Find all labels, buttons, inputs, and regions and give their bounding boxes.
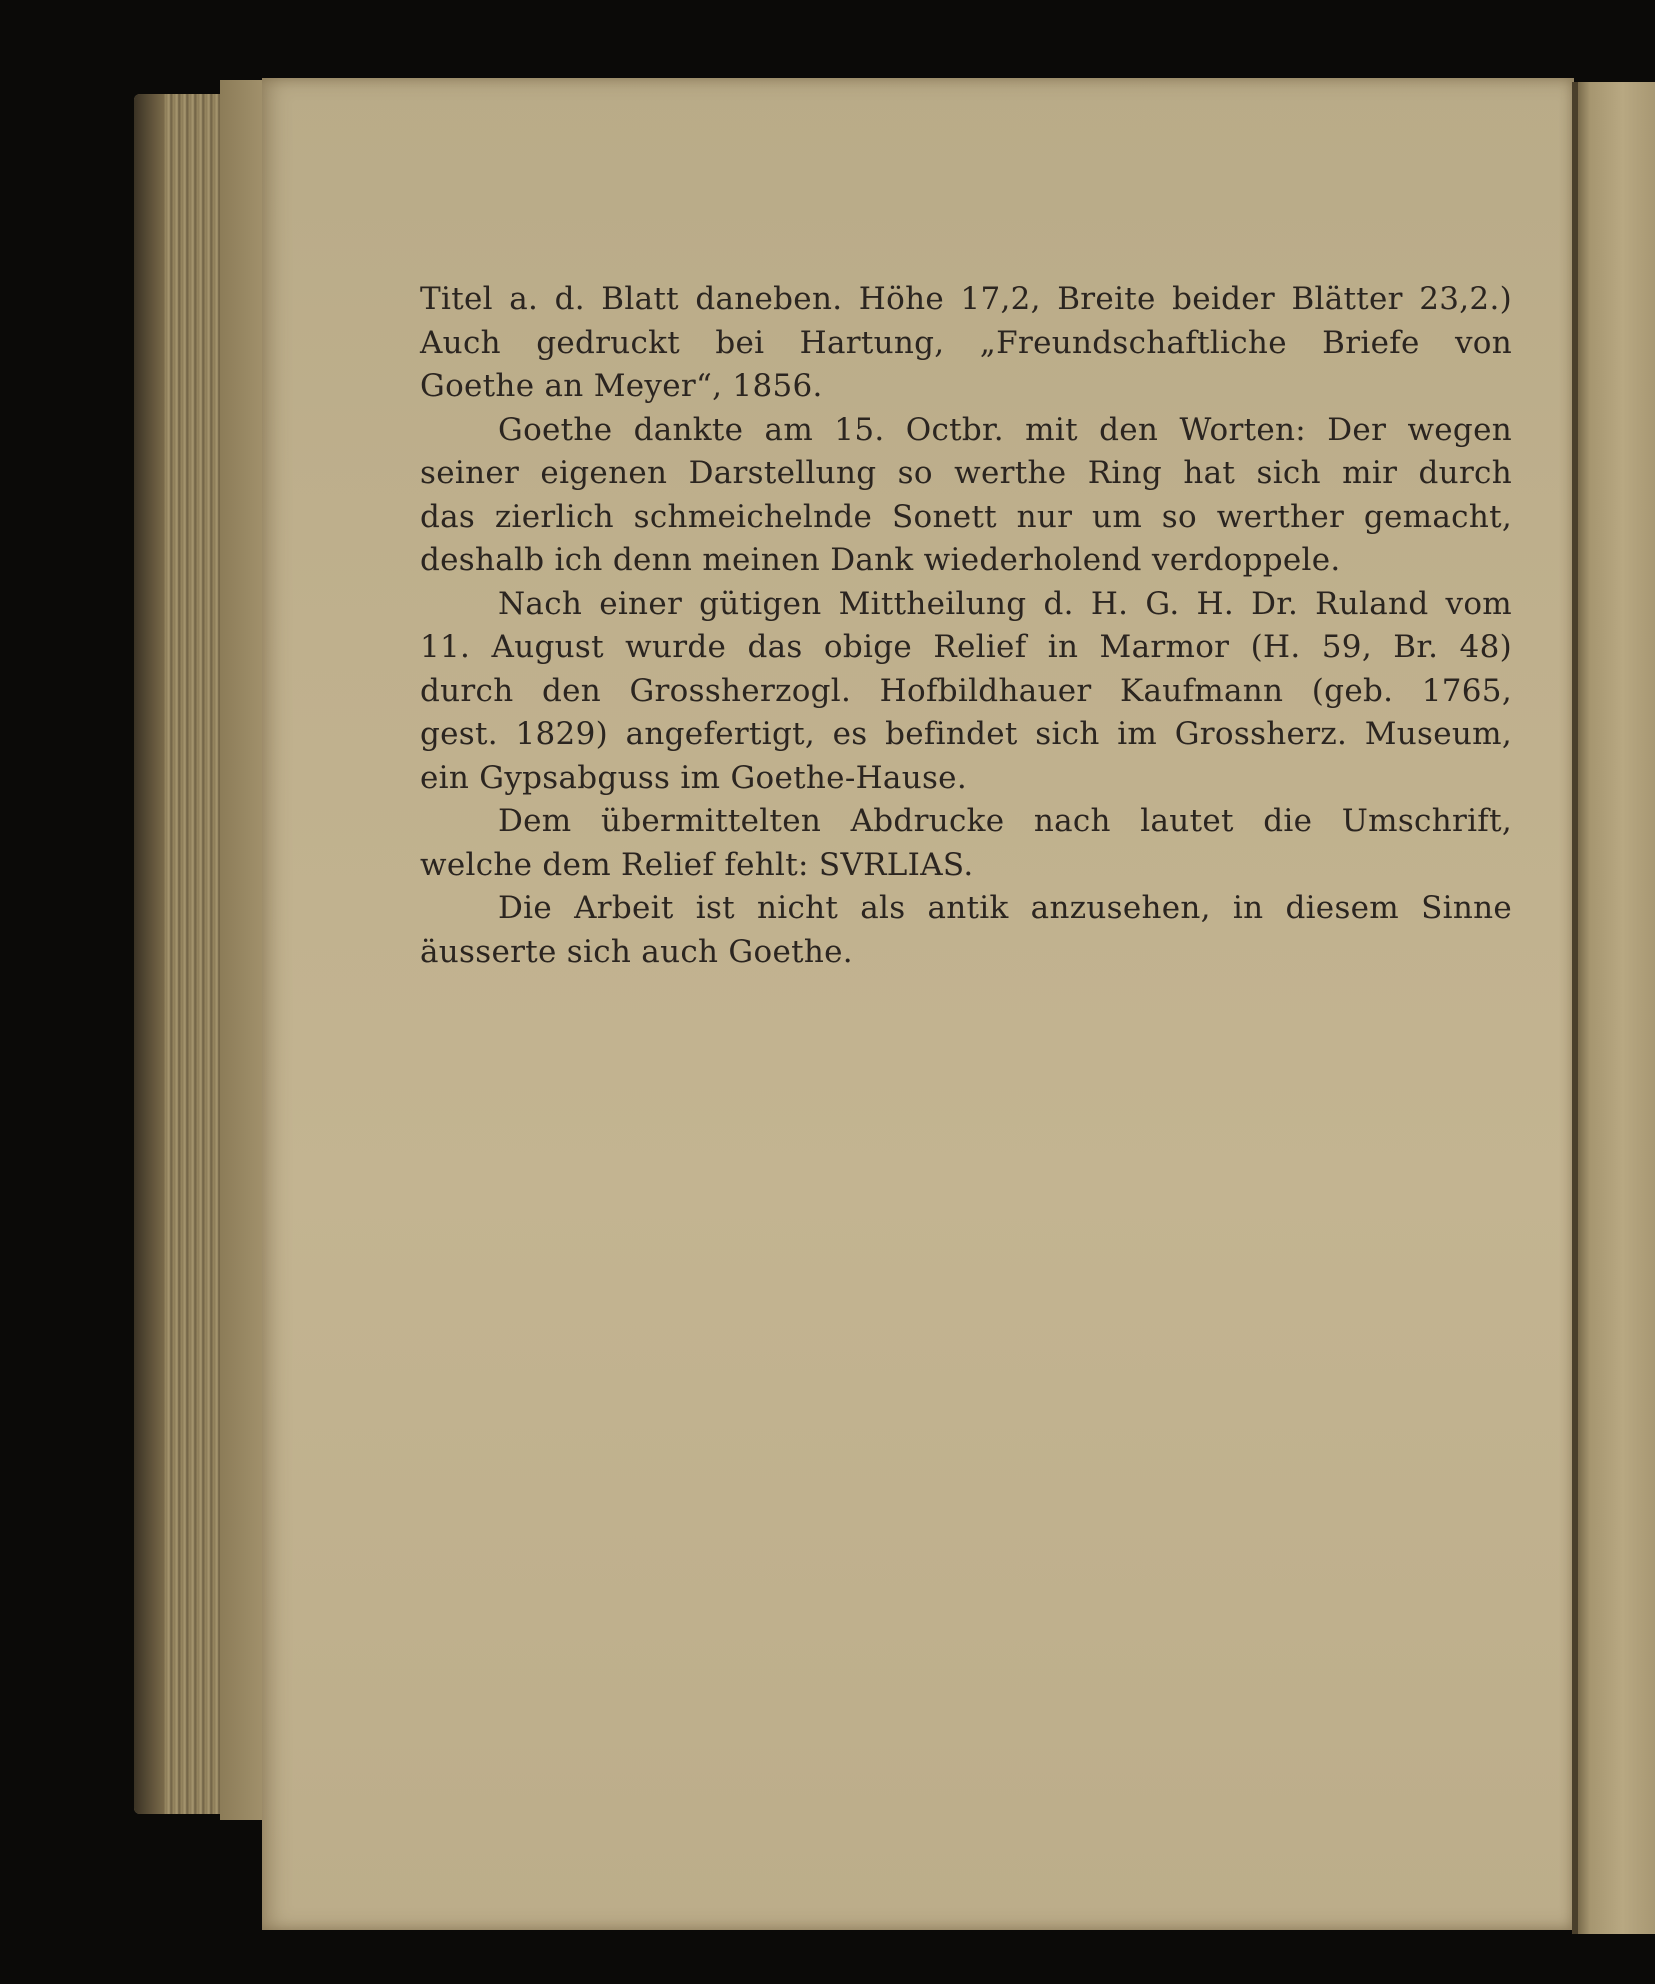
text-line: Dem übermittelten Abdrucke nach lautet die Umschrift,	[498, 803, 1512, 839]
text-line: Goethe dankte am 15. Octbr. mit den Worten: Der wegen	[498, 411, 1512, 448]
text-line: gest. 1829) angefertigt, es befindet sich im Grossherz. Museum,	[420, 716, 1512, 752]
paragraph-2	[420, 409, 1512, 583]
paragraph-3	[420, 583, 1512, 801]
text-line: das zierlich schmeichelnde Sonett nur um so werther gemacht,	[420, 498, 1512, 535]
text-line: deshalb ich denn meinen Dank wiederholend verdoppele.	[420, 542, 1341, 578]
paragraph-5	[420, 887, 1512, 974]
text-line: Nach einer gütigen Mittheilung d. H. G. H. Dr. Ruland vom	[498, 585, 1512, 622]
text-line: 11. August wurde das obige Relief in Marmor (H. 59, Br. 48)	[420, 629, 1512, 665]
text-line: seiner eigenen Darstellung so werthe Ring hat sich mir durch	[420, 455, 1512, 491]
text-line: Goethe an Meyer“, 1856.	[420, 368, 823, 404]
book-cover-edge	[134, 94, 164, 1814]
facing-page-sliver	[1574, 82, 1655, 1934]
paragraph-4	[420, 800, 1512, 887]
text-line: welche dem Relief fehlt: SVRLIAS.	[420, 846, 974, 883]
text-line: Auch gedruckt bei Hartung, „Freundschaftliche Briefe von	[420, 324, 1512, 361]
paragraph-1	[420, 278, 1512, 409]
text-line: ein Gypsabguss im Goethe-Hause.	[420, 759, 967, 796]
text-line: durch den Grossherzogl. Hofbildhauer Kaufmann (geb. 1765,	[420, 672, 1512, 709]
text-line: Titel a. d. Blatt daneben. Höhe 17,2, Breite beider Blätter 23,2.)	[420, 281, 1512, 317]
text-line: äusserte sich auch Goethe.	[420, 933, 853, 970]
page-text	[420, 278, 1512, 974]
gutter-line	[1572, 82, 1578, 1934]
text-line: Die Arbeit ist nicht als antik anzusehen, in diesem Sinne	[498, 890, 1512, 926]
